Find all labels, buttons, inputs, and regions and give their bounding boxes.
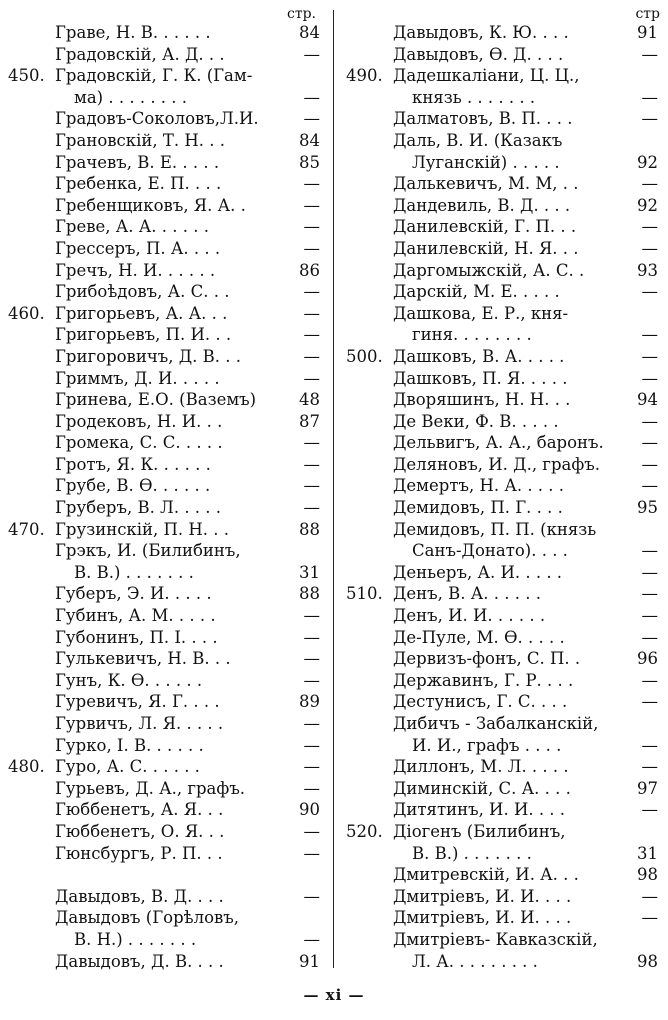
index-entry [8, 713, 324, 735]
entry-page-number: 85 [299, 152, 320, 172]
entry-name: Деньеръ, А. И. . . . . [393, 562, 563, 582]
index-entry [8, 627, 324, 649]
entry-name: Григорьевъ, П. И. . . [55, 325, 232, 345]
entry-name: Грачевъ, В. Е. . . . . [55, 152, 220, 172]
index-entry [8, 497, 324, 519]
entry-name: Дельвигъ, А. А., баронъ. [393, 433, 604, 453]
entry-number: 460. [8, 303, 45, 323]
index-entry [346, 260, 662, 282]
entry-name: Губеръ, Э. И. . . . . [55, 584, 212, 604]
section-gap [8, 864, 324, 886]
index-entry [8, 907, 324, 929]
index-entry [8, 605, 324, 627]
entry-page-number: — [303, 87, 320, 107]
entry-name: Григорьевъ, А. А. . . [55, 303, 228, 323]
index-entry [346, 195, 662, 217]
entry-name: Груберъ, В. Л. . . . . [55, 498, 222, 518]
index-entry [346, 821, 662, 843]
entry-page-number: — [303, 44, 320, 64]
entry-name: Грановскій, Т. Н. . . [55, 130, 225, 150]
entry-page-number: — [303, 109, 320, 129]
entry-name: Санъ-Донато). . . . [412, 541, 568, 561]
index-entry [346, 303, 662, 325]
index-entry [346, 691, 662, 713]
entry-page-number: 31 [637, 843, 658, 863]
entry-name: Гюббенетъ, А. Я. . . [55, 800, 224, 820]
entry-name: Дмитріевъ- Кавказскій, [393, 929, 598, 949]
entry-name: Гротъ, Я. К. . . . . . [55, 454, 211, 474]
index-entry [346, 346, 662, 368]
entry-name: Діогенъ (Билибинъ, [393, 821, 566, 841]
index-entry [346, 583, 662, 605]
index-entry [346, 929, 662, 951]
entry-page-number: — [641, 44, 658, 64]
entry-page-number: — [303, 778, 320, 798]
index-entry [346, 756, 662, 778]
entry-name: Гюббенетъ, О. Я. . . [55, 821, 225, 841]
index-entry [346, 562, 662, 584]
entry-name: Дашковъ, П. Я. . . . . [393, 368, 568, 388]
entry-page-number: — [641, 238, 658, 258]
entry-page-number: — [641, 433, 658, 453]
index-entry [346, 540, 662, 562]
entry-page-number: — [303, 821, 320, 841]
entry-page-number: — [303, 325, 320, 345]
index-entry [8, 648, 324, 670]
index-entry [8, 281, 324, 303]
entry-name: Дадешкаліани, Ц. Ц., [393, 66, 580, 86]
index-entry [346, 735, 662, 757]
index-entry [346, 886, 662, 908]
entry-page-number: — [641, 217, 658, 237]
entry-page-number: 87 [299, 411, 320, 431]
entry-name: В. В.) . . . . . . . [412, 843, 532, 863]
entry-number: 470. [8, 519, 45, 539]
entry-number: 490. [346, 66, 383, 86]
entry-name: Далькевичъ, М. М, . . [393, 174, 579, 194]
index-entry [346, 778, 662, 800]
entry-page-number: 88 [299, 584, 320, 604]
entry-name: Градовскій, Г. К. (Гам- [55, 66, 253, 86]
index-entry [346, 951, 662, 973]
index-entry [8, 216, 324, 238]
index-entry [8, 389, 324, 411]
entry-name: Гречъ, Н. И. . . . . . [55, 260, 216, 280]
column-divider [333, 10, 334, 968]
entry-name: Граве, Н. В. . . . . . [55, 23, 211, 42]
page-column-header [346, 6, 662, 22]
entry-name: Грубе, В. Ѳ. . . . . . [55, 476, 211, 496]
entry-page-number: — [641, 411, 658, 431]
index-entry [8, 475, 324, 497]
entry-name: Губонинъ, П. І. . . . [55, 627, 218, 647]
index-entry [8, 346, 324, 368]
entry-name: Градовъ-Соколовъ,Л.И. [55, 109, 259, 129]
entry-page-number: 96 [637, 649, 658, 669]
entry-page-number: — [641, 908, 658, 928]
entry-name: Григоровичъ, Д. В. . . [55, 346, 241, 366]
entry-page-number: 97 [637, 778, 658, 798]
index-entry [346, 519, 662, 541]
entry-name: Диминскій, С. А. . . . [393, 778, 571, 798]
entry-name: В. В.) . . . . . . . [74, 562, 194, 582]
entry-name: Дашковъ, В. А. . . . . [393, 346, 565, 366]
index-entry [346, 475, 662, 497]
index-entry [8, 691, 324, 713]
entry-name: Греве, А. А. . . . . . [55, 217, 209, 237]
entry-name: Л. А. . . . . . . . . [412, 951, 538, 971]
entry-page-number: — [641, 174, 658, 194]
index-entry [346, 670, 662, 692]
index-entry [346, 843, 662, 865]
index-entry [346, 216, 662, 238]
entry-name: Гребенщиковъ, Я. А. . [55, 195, 246, 215]
entry-page-number: 93 [637, 260, 658, 280]
entry-page-number: 94 [637, 390, 658, 410]
index-entry [346, 605, 662, 627]
entry-name: Дмитріевъ, И. И. . . . [393, 908, 572, 928]
entry-page-number: 84 [299, 23, 320, 42]
entry-page-number: — [303, 346, 320, 366]
entry-page-number: 98 [637, 951, 658, 971]
index-entry [8, 886, 324, 908]
entry-name: Дервизъ-фонъ, С. П. . [393, 649, 581, 669]
index-entry [8, 238, 324, 260]
index-entry [346, 44, 662, 66]
index-entry [346, 454, 662, 476]
entry-name: Далматовъ, В. П. . . . [393, 109, 573, 129]
index-entry [8, 87, 324, 109]
entry-name: Денъ, И. И. . . . . . [393, 606, 546, 626]
index-entry [8, 821, 324, 843]
index-entry [346, 324, 662, 346]
entry-page-number: — [641, 757, 658, 777]
entry-page-number: — [641, 454, 658, 474]
index-entry [346, 411, 662, 433]
index-entry [8, 583, 324, 605]
entry-page-number: — [303, 454, 320, 474]
entry-page-number: — [641, 368, 658, 388]
index-entry [346, 713, 662, 735]
index-entry [346, 864, 662, 886]
entry-name: Гребенка, Е. П. . . . [55, 174, 222, 194]
index-entry [8, 65, 324, 87]
entry-page-number: — [641, 735, 658, 755]
entry-name: И. И., графъ . . . . [412, 735, 562, 755]
entry-name: Дашкова, Е. Р., кня- [393, 303, 569, 323]
entry-name: В. Н.) . . . . . . . [74, 929, 197, 949]
entry-number: 450. [8, 66, 45, 86]
index-entry [346, 432, 662, 454]
index-entry [8, 411, 324, 433]
entry-page-number: — [641, 886, 658, 906]
entry-page-number: — [303, 627, 320, 647]
index-entry [8, 756, 324, 778]
entry-name: Дибичъ - Забалканскій, [393, 714, 599, 733]
entry-name: Гурко, І. В. . . . . . [55, 735, 204, 755]
entry-page-number: — [641, 87, 658, 107]
entry-page-number: 84 [299, 130, 320, 150]
entry-page-number: — [303, 649, 320, 669]
entry-name: Громека, С. С. . . . . [55, 433, 223, 453]
index-entry [8, 540, 324, 562]
entry-name: Дестунисъ, Г. С. . . . [393, 692, 568, 712]
index-entry [346, 152, 662, 174]
entry-name: гиня. . . . . . . . [412, 325, 532, 345]
entry-name: Давыдовъ (Горѣловъ, [55, 908, 240, 928]
index-entry [8, 22, 324, 44]
entry-name: Гринева, Е.О. (Ваземъ) [55, 390, 257, 410]
entry-page-number: — [303, 195, 320, 215]
index-entry [8, 929, 324, 951]
entry-page-number: — [303, 476, 320, 496]
index-entry [8, 195, 324, 217]
entry-page-number: 89 [299, 692, 320, 712]
index-entry [346, 87, 662, 109]
entry-page-number: 31 [299, 562, 320, 582]
entry-name: Грэкъ, И. (Билибинъ, [55, 541, 241, 561]
index-entry [8, 173, 324, 195]
entry-name: Губинъ, А. М. . . . . [55, 606, 216, 626]
index-entry [8, 303, 324, 325]
entry-page-number: — [303, 238, 320, 258]
index-entry [8, 152, 324, 174]
index-entry [346, 65, 662, 87]
entry-page-number: — [641, 476, 658, 496]
index-entry [346, 648, 662, 670]
index-entry [8, 260, 324, 282]
entry-name: Дворяшинъ, Н. Н. . . [393, 390, 571, 410]
entry-name: Грузинскій, П. Н. . . [55, 519, 229, 539]
index-entry [8, 432, 324, 454]
entry-name: Луганскій) . . . . . [412, 152, 560, 172]
index-entry [8, 368, 324, 390]
entry-page-number: — [641, 346, 658, 366]
entry-name: Дмитревскій, И. А. . . [393, 865, 579, 885]
entry-name: Гюнсбургъ, Р. П. . . [55, 843, 223, 863]
index-entry [8, 324, 324, 346]
entry-name: Градовскій, А. Д. . . [55, 44, 225, 64]
entry-page-number: — [641, 109, 658, 129]
entry-page-number: 95 [637, 498, 658, 518]
entry-page-number: — [303, 606, 320, 626]
entry-page-number: — [303, 498, 320, 518]
index-entry [346, 130, 662, 152]
entry-page-number: — [303, 886, 320, 906]
entry-name: Дитятинъ, И. И. . . . [393, 800, 566, 820]
index-entry [346, 22, 662, 44]
entry-name: Державинъ, Г. Р. . . . [393, 670, 574, 690]
entry-page-number: — [641, 584, 658, 604]
entry-name: Дарскій, М. Е. . . . . [393, 282, 560, 302]
index-entry [346, 799, 662, 821]
index-entry [8, 778, 324, 800]
entry-page-number: — [641, 627, 658, 647]
entry-page-number: 91 [299, 951, 320, 971]
entry-number: 480. [8, 757, 45, 777]
entry-number: 500. [346, 346, 383, 366]
entry-page-number: — [641, 562, 658, 582]
entry-page-number: — [303, 217, 320, 237]
entry-name: Де Веки, Ф. В. . . . . [393, 411, 559, 431]
entry-name: князь . . . . . . . [412, 87, 536, 107]
index-entry [346, 173, 662, 195]
page-folio: — xi — [303, 986, 365, 1004]
index-entry [346, 238, 662, 260]
entry-page-number: — [303, 303, 320, 323]
index-entry [8, 519, 324, 541]
entry-page-number: — [303, 843, 320, 863]
page-column-header [8, 6, 324, 22]
entry-name: Грибоѣдовъ, А. С. . . [55, 282, 230, 302]
entry-name: Давыдовъ, В. Д. . . . [55, 886, 224, 906]
entry-name: Грессеръ, П. А. . . . [55, 238, 221, 258]
entry-page-number: 90 [299, 800, 320, 820]
entry-name: Данилевскій, Г. П. . . [393, 217, 577, 237]
index-entry [346, 281, 662, 303]
index-entry [346, 368, 662, 390]
entry-name: Даргомыжскій, А. С. . [393, 260, 585, 280]
left-entry-list [8, 22, 324, 972]
entry-page-number: — [641, 282, 658, 302]
entry-page-number: 88 [299, 519, 320, 539]
entry-name: Деляновъ, И. Д., графъ. [393, 454, 601, 474]
index-entry [8, 108, 324, 130]
index-entry [8, 454, 324, 476]
entry-name: Гурвичъ, Л. Я. . . . . [55, 714, 224, 733]
entry-page-number: — [641, 670, 658, 690]
entry-page-number: — [641, 800, 658, 820]
index-entry [8, 44, 324, 66]
index-entry [8, 562, 324, 584]
entry-page-number: — [641, 325, 658, 345]
entry-name: Демидовъ, П. Г. . . . [393, 498, 563, 518]
entry-page-number: — [641, 541, 658, 561]
entry-name: Гурьевъ, Д. А., графъ. [55, 778, 246, 798]
entry-name: Демертъ, Н. А. . . . . [393, 476, 565, 496]
index-entry [8, 735, 324, 757]
entry-name: Демидовъ, П. П. (князь [393, 519, 597, 539]
entry-name: Данилевскій, Н. Я. . . [393, 238, 579, 258]
index-entry [346, 627, 662, 649]
entry-name: Давыдовъ, К. Ю. . . . [393, 23, 569, 42]
entry-page-number: 48 [299, 390, 320, 410]
entry-page-number: 86 [299, 260, 320, 280]
entry-name: Гулькевичъ, Н. В. . . [55, 649, 231, 669]
entry-name: Гродековъ, Н. И. . . [55, 411, 223, 431]
entry-page-number: — [303, 735, 320, 755]
entry-page-number: — [303, 368, 320, 388]
right-entry-list [346, 22, 662, 972]
index-entry [8, 670, 324, 692]
index-entry [346, 108, 662, 130]
entry-page-number: 98 [637, 865, 658, 885]
entry-page-number: — [303, 714, 320, 733]
entry-page-number: 91 [637, 23, 658, 42]
entry-name: Гуревичъ, Я. Г. . . . [55, 692, 220, 712]
entry-number: 520. [346, 821, 383, 841]
entry-page-number: — [641, 692, 658, 712]
entry-page-number: — [641, 606, 658, 626]
left-column [8, 6, 324, 972]
entry-page-number: 92 [637, 152, 658, 172]
page-column-header-label: стр [635, 6, 660, 22]
entry-number: 510. [346, 584, 383, 604]
entry-name: Давыдовъ, Д. В. . . . [55, 951, 224, 971]
index-entry [346, 389, 662, 411]
page-column-header-label: стр. [287, 6, 316, 22]
index-entry [346, 497, 662, 519]
index-entry [8, 843, 324, 865]
right-column [346, 6, 662, 972]
entry-name: ма) . . . . . . . . [74, 87, 188, 107]
entry-name: Дмитріевъ, И. И. . . . [393, 886, 572, 906]
entry-name: Гуро, А. С. . . . . . [55, 757, 200, 777]
entry-page-number: — [303, 670, 320, 690]
entry-page-number: — [303, 282, 320, 302]
entry-page-number: — [303, 174, 320, 194]
entry-name: Гриммъ, Д. И. . . . . [55, 368, 220, 388]
entry-name: Дандевиль, В. Д. . . . [393, 195, 571, 215]
entry-name: Давыдовъ, Ѳ. Д. . . . [393, 44, 564, 64]
index-entry [8, 799, 324, 821]
entry-page-number: — [303, 433, 320, 453]
entry-name: Диллонъ, М. Л. . . . . [393, 757, 569, 777]
index-entry [346, 907, 662, 929]
entry-page-number: 92 [637, 195, 658, 215]
entry-name: Даль, В. И. (Казакъ [393, 130, 563, 150]
entry-page-number: — [303, 757, 320, 777]
entry-name: Де-Пуле, М. Ѳ. . . . . [393, 627, 565, 647]
index-entry [8, 951, 324, 973]
entry-name: Денъ, В. А. . . . . . [393, 584, 541, 604]
entry-page-number: — [303, 929, 320, 949]
entry-name: Гунъ, К. Ѳ. . . . . . [55, 670, 203, 690]
index-entry [8, 130, 324, 152]
